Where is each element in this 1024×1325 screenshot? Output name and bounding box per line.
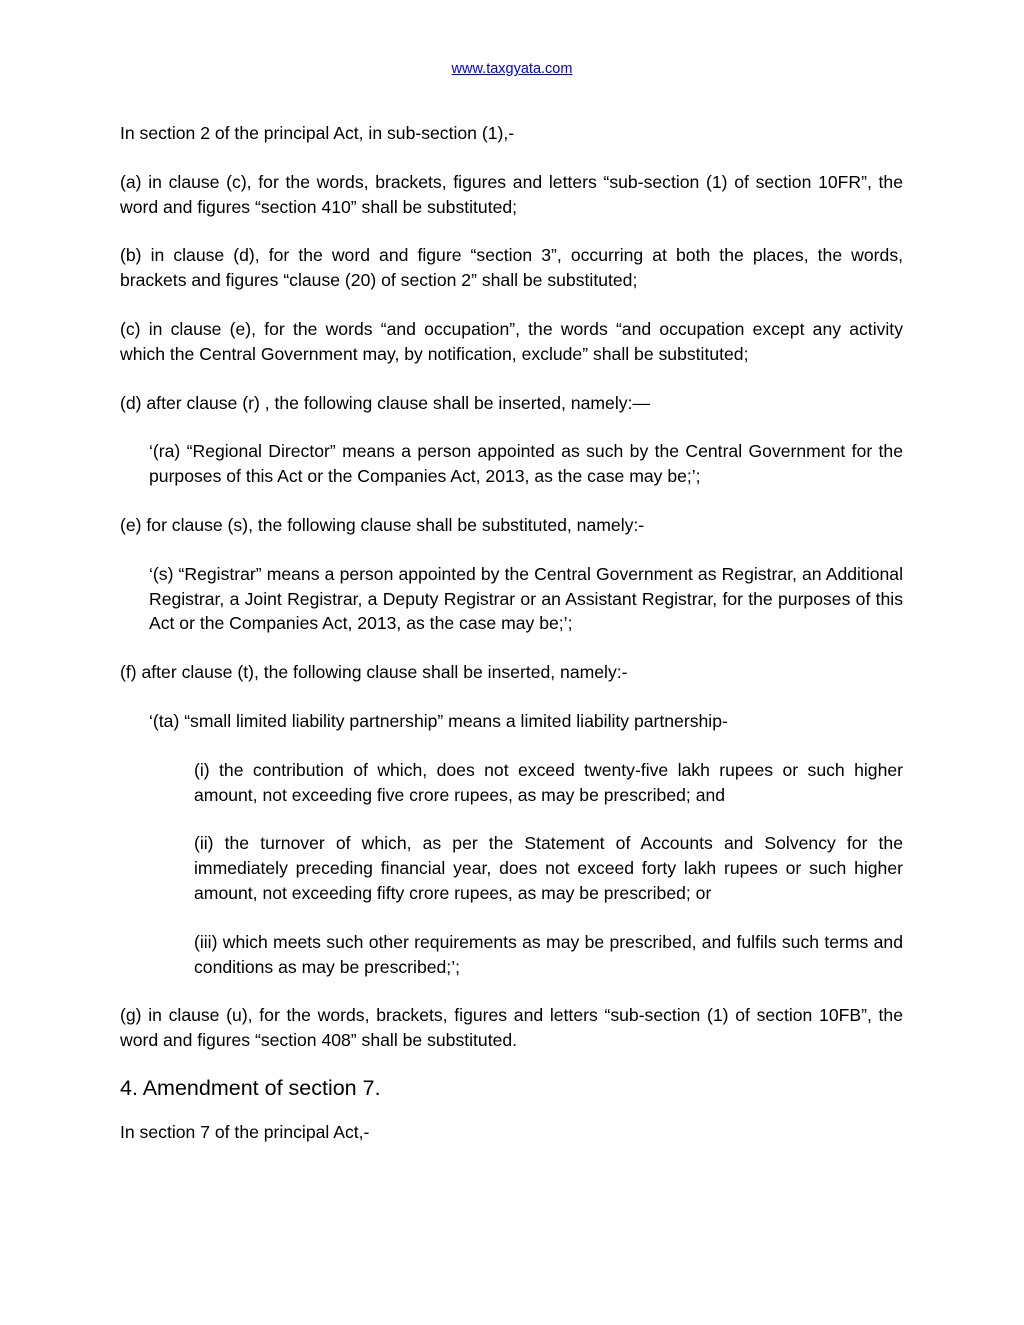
- clause-e-paragraph: (e) for clause (s), the following clause shall be substituted, namely:-: [120, 514, 645, 535]
- closing-paragraph: In section 7 of the principal Act,-: [120, 1121, 370, 1142]
- subclause-i-paragraph: (i) the contribution of which, does not exceed twenty-five lakh rupees or such higher amount, not exceeding five crore rupees, as may be prescribed; and: [194, 759, 903, 805]
- subclause-ii-paragraph: (ii) the turnover of which, as per the Statement of Accounts and Solvency for the immediately preceding financial year, does not exceed forty lakh rupees or such higher amount, not exceeding fifty crore rupees, as may be prescribed; or: [194, 833, 903, 903]
- clause-d-paragraph: (d) after clause (r) , the following clause shall be inserted, namely:—: [120, 392, 651, 413]
- header-website-link[interactable]: www.taxgyata.com: [451, 61, 573, 77]
- clause-ra-paragraph: ‘(ra) “Regional Director” means a person appointed as such by the Central Government for the purposes of this Act or the Companies Act, 2013, as the case may be;’;: [149, 441, 903, 487]
- clause-g-paragraph: (g) in clause (u), for the words, brackets, figures and letters “sub-section (1) of section 10FB”, the word and figures “section 408” shall be substituted.: [120, 1005, 903, 1051]
- section-heading: 4. Amendment of section 7.: [120, 1075, 381, 1100]
- clause-s-paragraph: ‘(s) “Registrar” means a person appointed by the Central Government as Registrar, an Additional Registrar, a Joint Registrar, a Deputy Registrar or an Assistant Registrar, for the purposes of this Act or the Companies Act, 2013, as the case may be;’;: [149, 563, 903, 634]
- clause-a-paragraph: (a) in clause (c), for the words, brackets, figures and letters “sub-section (1) of section 10FR”, the word and figures “section 410” shall be substituted;: [120, 171, 903, 217]
- intro-paragraph: In section 2 of the principal Act, in sub-section (1),-: [120, 123, 515, 143]
- subclause-iii-paragraph: (iii) which meets such other requirements as may be prescribed, and fulfils such terms and conditions as may be prescribed;’;: [194, 931, 903, 977]
- document-body: [120, 121, 903, 1145]
- clause-b-paragraph: (b) in clause (d), for the word and figure “section 3”, occurring at both the places, the words, brackets and figures “clause (20) of section 2” shall be substituted;: [120, 245, 903, 291]
- clause-f-paragraph: (f) after clause (t), the following clause shall be inserted, namely:-: [120, 662, 628, 683]
- clause-ta-paragraph: ‘(ta) “small limited liability partnership” means a limited liability partnership-: [149, 710, 728, 731]
- clause-c-paragraph: (c) in clause (e), for the words “and occupation”, the words “and occupation except any activity which the Central Government may, by notification, exclude” shall be substituted;: [120, 318, 903, 364]
